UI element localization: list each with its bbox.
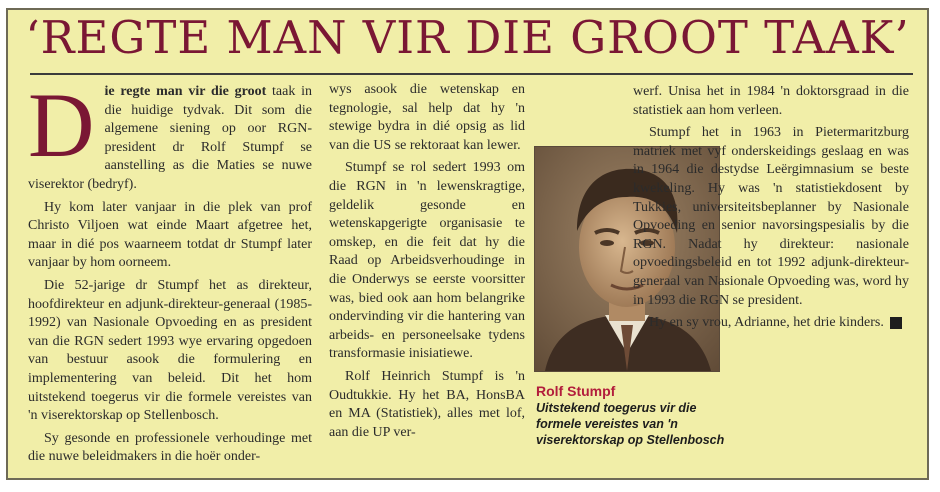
- column-3: [633, 83, 914, 333]
- paragraph: Stumpf het in 1963 in Pietermaritzburg matriek met vyf onderskeidings geslaag en was in 1964 die destydse Leërgimnasium se beste kwekeling. Hy was 'n statistiekdosent by Tukkies, universiteitsbeplanner by Nasionale Opvoeding en senior navorsingspesialis by die RGN. Nadat hy direkteur: nasionale opvoedingsbeleid en tot 1992 adjunk-direkteur-generaal van Nasionale Opvoeding was, word hy in 1993 die RGN se president.: [633, 125, 909, 308]
- drop-cap: D: [28, 74, 95, 176]
- photo-caption: [536, 383, 726, 448]
- paragraph: wys asook die wetenskap en tegnologie, sal help dat hy 'n stewige bydra in dié opsig as lid van die US se rektoraat kan lewer.: [329, 82, 525, 153]
- paragraph: Hy kom later vanjaar in die plek van prof Christo Viljoen wat einde Maart afgetree het, maar in dié pos waarneem totdat dr Stumpf later vanjaar by hom oorneem.: [28, 199, 312, 271]
- paragraph: Sy gesonde en professionele verhoudinge met die nuwe beleidmakers in die hoër onder-: [28, 430, 312, 465]
- paragraph: [633, 314, 914, 333]
- paragraph: Stumpf se rol sedert 1993 om die RGN in 'n lewenskragtige, geldelik gesonde en wetenskapgerigte organisasie te omskep, en die feit dat hy die Raad op Arbeidsverhoudinge in die Onderwys se eerste voorsitter was, bied ook aan hom belangrike ondervinding vir die hantering van arbeids- en personeelsake tydens transformasie inisiatiewe.: [329, 160, 525, 362]
- lead-paragraph: [28, 74, 312, 195]
- headline: ‘REGTE MAN VIR DIE GROOT TAAK’: [25, 11, 910, 64]
- column-2: [329, 83, 525, 442]
- headline-rule: [30, 73, 913, 75]
- paragraph: Rolf Heinrich Stumpf is 'n Oudtukkie. Hy het BA, HonsBA en MA (Statistiek), alles met lof, aan die UP ver-: [329, 368, 525, 440]
- lead-text: taak in die huidige tydvak. Dit som die algemene siening op oor RGN-president dr Rolf Stumpf se aanstelling as die Maties se nuwe viserektor (bedryf).: [28, 84, 312, 192]
- lead-bold-text: ie regte man vir die groot: [104, 84, 267, 99]
- caption-text: Uitstekend toegerus vir die formele vereistes van 'n viserektorskap op Stellenbosch: [536, 401, 725, 447]
- closing-text: Hy en sy vrou, Adrianne, het drie kinders.: [649, 315, 884, 331]
- end-mark-icon: M: [890, 317, 902, 329]
- paragraph: Die 52-jarige dr Stumpf het as direkteur, hoofdirekteur en adjunk-direkteur-generaal (1985-1992) van Nasionale Opvoeding en as president van die RGN sedert 1993 wye ervaring opgedoen van bestuur asook die formulering en implementering van beleid. Dit het hom uitstekend toegerus vir die formele vereistes van 'n viserektorskap op Stellenbosch.: [28, 277, 312, 424]
- paragraph: werf. Unisa het in 1984 'n doktorsgraad in die statistiek aan hom verleen.: [633, 84, 909, 118]
- column-1: [28, 74, 312, 467]
- article-panel: [6, 8, 929, 480]
- caption-name: Rolf Stumpf: [536, 383, 616, 399]
